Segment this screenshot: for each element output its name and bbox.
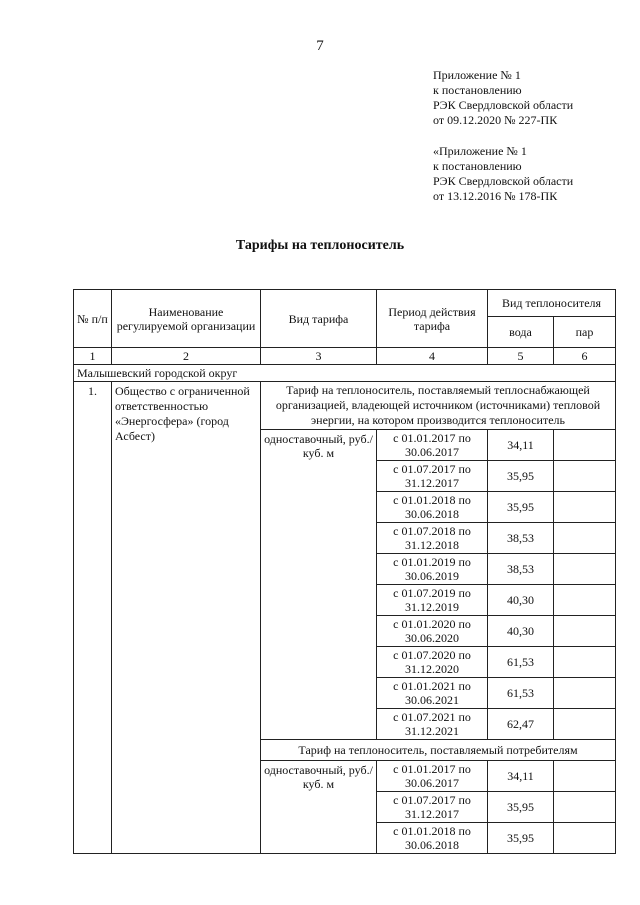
water-value: 35,95	[488, 792, 554, 823]
period-cell	[377, 616, 488, 647]
period-to: 31.12.2018	[405, 538, 459, 552]
period-to: 30.06.2020	[405, 631, 459, 645]
header-period: Период действия тарифа	[377, 290, 488, 348]
steam-value	[554, 678, 616, 709]
steam-value	[554, 792, 616, 823]
column-number: 3	[261, 348, 377, 365]
period-to: 30.06.2017	[405, 776, 459, 790]
column-number: 2	[112, 348, 261, 365]
period-from: с 01.01.2018 по	[393, 824, 471, 838]
period-to: 30.06.2021	[405, 693, 459, 707]
period-to: 31.12.2017	[405, 807, 459, 821]
organization-name: Общество с ограниченной ответственностью «Энергосфера» (город Асбест)	[112, 382, 261, 854]
appendix-line: к постановлению	[433, 83, 522, 97]
period-from: с 01.07.2017 по	[393, 793, 471, 807]
period-to: 30.06.2018	[405, 507, 459, 521]
period-to: 30.06.2019	[405, 569, 459, 583]
period-from: с 01.07.2019 по	[393, 586, 471, 600]
document-title: Тарифы на теплоноситель	[235, 238, 405, 253]
section-title: Тариф на теплоноситель, поставляемый теплоснабжающей организацией, владеющей источником (источниками) тепловой энергии, на котором производится теплоноситель	[261, 382, 616, 430]
column-number: 6	[554, 348, 616, 365]
period-cell	[377, 823, 488, 854]
period-cell	[377, 492, 488, 523]
water-value: 35,95	[488, 461, 554, 492]
period-to: 31.12.2021	[405, 724, 459, 738]
water-value: 62,47	[488, 709, 554, 740]
column-number: 4	[377, 348, 488, 365]
tariff-kind: одноставочный, руб./куб. м	[261, 761, 377, 854]
water-value: 35,95	[488, 823, 554, 854]
period-cell	[377, 585, 488, 616]
steam-value	[554, 523, 616, 554]
steam-value	[554, 492, 616, 523]
steam-value	[554, 761, 616, 792]
water-value: 35,95	[488, 492, 554, 523]
appendix-line: РЭК Свердловской области	[433, 98, 574, 112]
steam-value	[554, 430, 616, 461]
steam-value	[554, 461, 616, 492]
water-value: 40,30	[488, 616, 554, 647]
tariff-kind: одноставочный, руб./куб. м	[261, 430, 377, 740]
water-value: 34,11	[488, 430, 554, 461]
period-cell	[377, 792, 488, 823]
period-from: с 01.01.2018 по	[393, 493, 471, 507]
appendix-line: к постановлению	[433, 159, 522, 173]
period-cell	[377, 678, 488, 709]
period-cell	[377, 430, 488, 461]
water-value: 38,53	[488, 554, 554, 585]
period-from: с 01.01.2021 по	[393, 679, 471, 693]
period-from: с 01.07.2017 по	[393, 462, 471, 476]
column-number: 5	[488, 348, 554, 365]
period-cell	[377, 523, 488, 554]
steam-value	[554, 709, 616, 740]
district-name: Малышевский городской округ	[74, 365, 616, 382]
header-organization: Наименование регулируемой организации	[112, 290, 261, 348]
tariff-table	[73, 289, 616, 854]
appendix-line: от 13.12.2016 № 178-ПК	[433, 189, 558, 203]
period-to: 30.06.2017	[405, 445, 459, 459]
row-index: 1.	[74, 382, 112, 854]
column-number: 1	[74, 348, 112, 365]
water-value: 38,53	[488, 523, 554, 554]
header-tariff-type: Вид тарифа	[261, 290, 377, 348]
period-cell	[377, 761, 488, 792]
appendix-line: «Приложение № 1	[433, 144, 527, 158]
header-steam: пар	[554, 317, 616, 348]
steam-value	[554, 585, 616, 616]
period-cell	[377, 461, 488, 492]
period-from: с 01.01.2019 по	[393, 555, 471, 569]
steam-value	[554, 647, 616, 678]
period-cell	[377, 709, 488, 740]
water-value: 61,53	[488, 647, 554, 678]
header-num: № п/п	[74, 290, 112, 348]
period-to: 31.12.2019	[405, 600, 459, 614]
period-from: с 01.01.2017 по	[393, 431, 471, 445]
period-from: с 01.01.2020 по	[393, 617, 471, 631]
period-cell	[377, 554, 488, 585]
appendix-line: Приложение № 1	[433, 68, 521, 82]
period-to: 31.12.2020	[405, 662, 459, 676]
period-from: с 01.07.2018 по	[393, 524, 471, 538]
header-carrier: Вид теплоносителя	[488, 290, 616, 317]
steam-value	[554, 616, 616, 647]
page-number: 7	[316, 38, 324, 54]
header-water: вода	[488, 317, 554, 348]
appendix-line: от 09.12.2020 № 227-ПК	[433, 113, 558, 127]
period-from: с 01.07.2021 по	[393, 710, 471, 724]
steam-value	[554, 554, 616, 585]
appendix-reference-original	[433, 144, 573, 204]
water-value: 61,53	[488, 678, 554, 709]
appendix-reference-current	[433, 68, 573, 128]
steam-value	[554, 823, 616, 854]
appendix-line: РЭК Свердловской области	[433, 174, 574, 188]
water-value: 34,11	[488, 761, 554, 792]
period-from: с 01.07.2020 по	[393, 648, 471, 662]
period-to: 30.06.2018	[405, 838, 459, 852]
section-title: Тариф на теплоноситель, поставляемый потребителям	[261, 740, 616, 761]
period-from: с 01.01.2017 по	[393, 762, 471, 776]
period-to: 31.12.2017	[405, 476, 459, 490]
water-value: 40,30	[488, 585, 554, 616]
period-cell	[377, 647, 488, 678]
